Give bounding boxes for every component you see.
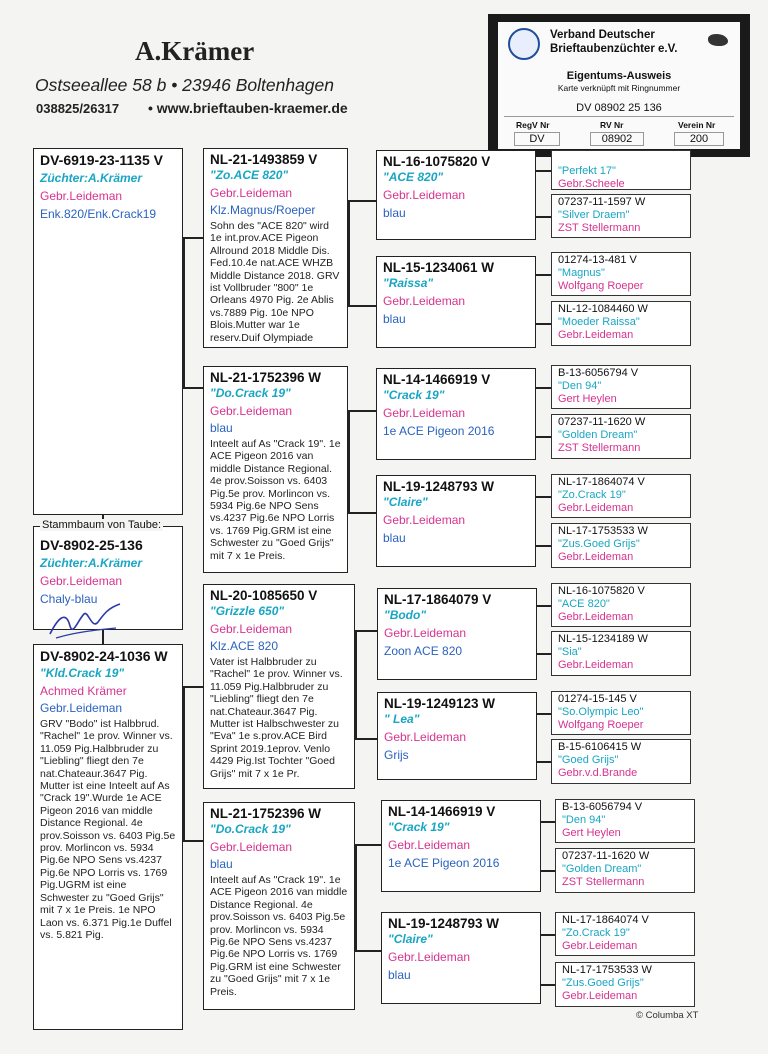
gen4-owner: ZST Stellermann [558, 442, 641, 454]
gen3-color: 1e ACE Pigeon 2016 [383, 424, 495, 438]
gen3-name: "Claire" [383, 495, 428, 509]
signature-icon [46, 600, 126, 642]
connector-g3-7b [541, 870, 555, 872]
connector-g2-3 [355, 630, 357, 738]
gen3-color: Zoon ACE 820 [384, 644, 463, 658]
breeder-phone: 038825/26317 [36, 101, 120, 116]
sire-breeder: Züchter:A.Krämer [40, 171, 143, 185]
pigeon-emblem-icon [708, 34, 728, 46]
gen2-ring: NL-21-1752396 W [210, 370, 322, 385]
connector-g3-7 [541, 821, 555, 823]
gen4-card-13[interactable] [555, 799, 695, 843]
gen2-ring: NL-20-1085650 V [210, 588, 318, 603]
gen4-card-4[interactable] [551, 301, 691, 346]
connector-dam-gen2b-h1 [183, 686, 203, 688]
gen3-owner: Gebr.Leideman [383, 294, 466, 308]
gen2-name: "Grizzle 650" [210, 604, 285, 618]
gen3-ring: NL-19-1248793 W [388, 916, 500, 931]
subject-ring: DV-8902-25-136 [40, 537, 143, 553]
gen3-ring: NL-15-1234061 W [383, 260, 495, 275]
gen4-name: "ACE 820" [558, 598, 610, 610]
software-credit: © Columba XT [636, 1010, 699, 1021]
connector-g3-3 [536, 387, 551, 389]
gen3-owner: Gebr.Leideman [388, 838, 471, 852]
gen3-name: "Claire" [388, 932, 433, 946]
gen4-name: "Den 94" [558, 380, 602, 392]
gen4-owner: Gebr.Leideman [558, 502, 634, 514]
gen2-name: "Zo.ACE 820" [210, 168, 289, 182]
gen4-card-6[interactable] [551, 414, 691, 459]
ownership-card [488, 14, 750, 157]
gen2-ring: NL-21-1493859 V [210, 152, 318, 167]
gen2-card-1[interactable] [203, 148, 348, 348]
ownership-card-inner [498, 22, 740, 149]
gen4-name: "Zo.Crack 19" [562, 927, 630, 939]
connector-g3-8 [541, 934, 555, 936]
sire-ring: DV-6919-23-1135 V [40, 152, 163, 168]
gen4-owner: Gebr.Scheele [558, 178, 625, 190]
gen4-owner: Wolfgang Roeper [558, 280, 644, 292]
connector-g3-4 [536, 496, 551, 498]
gen3-owner: Gebr.Leideman [388, 950, 471, 964]
gen3-owner: Gebr.Leideman [384, 626, 467, 640]
gen4-ring: NL-17-1864074 V [562, 914, 649, 926]
dam-ring: DV-8902-24-1036 W [40, 648, 168, 664]
dam-description: GRV "Bodo" ist Halbbrud. "Rachel" 1e prov. Winner vs. 11.059 Pig.Halbbruder zu "Liebling" fliegt den 7e nat.Chateaur.3647 Pig. Mutter ist eine Inteelt auf As "Crack 19".Wurde 1e ACE Pigeon 2016 van middle Distance Regional. 4e prov.Soisson vs. 6403 Pig.5e prov. Morlincon vs. 5934 Pig.6e NPO Sens vs.4237 Pig.6e NPO Lorris vs. 1769 Pig.UGRM ist eine Schwester zu "Goed Grijs" mit 7 x 1e Preis. 1e NPO Laon vs. 6.371 Pig.1e Duffel vs. 5.821 Pig. [40, 718, 176, 941]
connector-g3-2b [536, 323, 551, 325]
connector-g3-4b [536, 545, 551, 547]
gen2-card-2[interactable] [203, 366, 348, 573]
connector-g3-1 [536, 170, 551, 172]
gen3-card-6[interactable] [377, 692, 537, 780]
connector-g3-8b [541, 984, 555, 986]
gen3-owner: Gebr.Leideman [384, 730, 467, 744]
gen2-ring: NL-21-1752396 W [210, 806, 322, 821]
verein-value: 200 [674, 132, 724, 146]
gen4-owner: Gert Heylen [562, 827, 621, 839]
gen4-card-10[interactable] [551, 631, 691, 676]
gen3-ring: NL-16-1075820 V [383, 154, 491, 169]
gen4-name: "Silver Draem" [558, 209, 630, 221]
connector-g3-5 [537, 605, 551, 607]
rv-value: 08902 [590, 132, 644, 146]
gen4-name: "Zo.Crack 19" [558, 489, 626, 501]
gen4-ring: NL-12-1084460 W [558, 303, 648, 315]
gen2-owner: Gebr.Leideman [210, 840, 293, 854]
gen2-description: Vater ist Halbbruder zu "Rachel" 1e prov. Winner vs. 11.059 Pig.Halbbruder zu "Liebling" fliegt den 7e nat.Chateaur.3647 Pig. Mutter ist Halbschwester zu "Eva" 1e s.prov.ACE Bird Sprint 2019.1eprov. Venlo 4429 Pig.Ist Tochter "Goed Grijs" mit 7 x 1e Pr. [210, 656, 343, 780]
gen4-card-8[interactable] [551, 523, 691, 568]
ownership-divider [504, 116, 734, 117]
vdb-org-line1: Verband Deutscher [550, 29, 655, 41]
connector-g3-5b [537, 653, 551, 655]
gen4-owner: ZST Stellermann [558, 222, 641, 234]
sire-owner: Gebr.Leideman [40, 189, 123, 203]
connector-g2-2b [348, 512, 376, 514]
gen2-color: blau [210, 421, 233, 435]
gen4-name: "Zus.Goed Grijs" [562, 977, 644, 989]
pedigree-caption: Stammbaum von Taube: [42, 519, 162, 531]
breeder-name: A.Krämer [135, 36, 255, 66]
gen3-color: blau [383, 531, 406, 545]
gen2-card-3[interactable] [203, 584, 355, 789]
subject-owner: Gebr.Leideman [40, 574, 123, 588]
connector-g2-3b [355, 738, 377, 740]
gen2-owner: Gebr.Leideman [210, 186, 293, 200]
gen4-name: "Perfekt 17" [558, 165, 616, 177]
breeder-website: • www.brieftauben-kraemer.de [148, 100, 348, 116]
gen3-ring: NL-14-1466919 V [388, 804, 496, 819]
subject-color: Chaly-blau [40, 592, 98, 606]
gen4-name: "Sia" [558, 646, 582, 658]
vdb-org-line2: Brieftaubenzüchter e.V. [550, 43, 678, 55]
sire-card[interactable] [33, 148, 183, 515]
gen4-card-9[interactable] [551, 583, 691, 627]
gen3-name: "Bodo" [384, 608, 427, 622]
gen2-description: Sohn des "ACE 820" wird 1e int.prov.ACE Pigeon Allround 2018 Middle Dis. Fed.10.4e nat.ACE WHZB Middle Distance 2018. GRV ist Vollbruder "800" 1e Orleans 4970 Pig. 2e Ablis vs.7889 Pig. 10e NPO Blois.Mutter war 1e reserv.Duif Olympiade [210, 220, 340, 344]
gen4-card-12[interactable] [551, 739, 691, 784]
connector-g2-4 [355, 844, 357, 950]
gen4-card-1[interactable] [551, 150, 691, 190]
gen4-ring [558, 152, 684, 165]
gen4-owner: Gebr.v.d.Brande [558, 767, 638, 779]
gen3-name: " Lea" [384, 712, 420, 726]
gen4-ring: NL-16-1075820 V [558, 585, 645, 597]
gen2-color: Klz.ACE 820 [210, 639, 279, 653]
gen3-card-2[interactable] [376, 256, 536, 348]
regv-value: DV [514, 132, 560, 146]
gen3-ring: NL-19-1249123 W [384, 696, 496, 711]
gen4-ring: NL-15-1234189 W [558, 633, 648, 645]
gen4-owner: Gebr.Leideman [562, 940, 638, 952]
gen3-name: "Raissa" [383, 276, 434, 290]
gen4-name: "Magnus" [558, 267, 605, 279]
connector-g2-4a [355, 844, 381, 846]
gen4-owner: Gebr.Leideman [558, 551, 634, 563]
gen4-name: "Den 94" [562, 814, 606, 826]
connector-g3-1b [536, 216, 551, 218]
verein-label: Verein Nr [678, 120, 716, 130]
connector-sire-gen2a-h2 [183, 387, 203, 389]
gen4-ring: NL-17-1753533 W [562, 964, 652, 976]
gen4-card-7[interactable] [551, 474, 691, 518]
regv-label: RegV Nr [516, 120, 550, 130]
gen4-name: "So.Olympic Leo" [558, 706, 644, 718]
connector-g2-1 [348, 200, 350, 305]
gen4-name: "Zus.Goed Grijs" [558, 538, 640, 550]
gen2-description: Inteelt auf As "Crack 19". 1e ACE Pigeon 2016 van middle Distance Regional. 4e prov.Soisson vs. 6403 Pig.5e prov. Morlincon vs. 5934 Pig.6e NPO Sens vs.4237 Pig.6e NPO Lorris vs. 1769 Pig.GRM ist eine Schwester zu "Goed Grijs" mit 7 x 1e Preis. [210, 874, 348, 998]
gen4-owner: Gebr.Leideman [558, 659, 634, 671]
gen4-card-11[interactable] [551, 691, 691, 735]
gen3-owner: Gebr.Leideman [383, 406, 466, 420]
dam-owner-2: Gebr.Leideman [40, 701, 123, 715]
gen4-ring: 01274-15-145 V [558, 693, 637, 705]
gen4-card-2[interactable] [551, 194, 691, 238]
gen4-ring: B-13-6056794 V [558, 367, 639, 379]
gen4-ring: 01274-13-481 V [558, 254, 637, 266]
gen3-color: 1e ACE Pigeon 2016 [388, 856, 500, 870]
gen4-ring: 07237-11-1620 W [558, 416, 646, 428]
gen3-owner: Gebr.Leideman [383, 188, 466, 202]
vdb-logo-icon [508, 28, 540, 60]
gen3-card-3[interactable] [376, 368, 536, 460]
gen3-card-4[interactable] [376, 475, 536, 567]
gen3-name: "Crack 19" [388, 820, 450, 834]
gen4-owner: Gert Heylen [558, 393, 617, 405]
connector-g2-3a [355, 630, 377, 632]
gen4-owner: Wolfgang Roeper [558, 719, 644, 731]
gen4-owner: Gebr.Leideman [562, 990, 638, 1002]
gen4-card-5[interactable] [551, 365, 691, 409]
connector-g2-4b [355, 950, 381, 952]
gen3-card-5[interactable] [377, 588, 537, 680]
connector-dam-gen2b [183, 686, 185, 840]
connector-g3-6b [537, 761, 551, 763]
gen2-color: blau [210, 857, 233, 871]
subject-breeder: Züchter:A.Krämer [40, 556, 143, 570]
gen4-ring: 07237-11-1597 W [558, 196, 646, 208]
gen3-color: blau [383, 206, 406, 220]
connector-dam-gen2b-h2 [183, 840, 203, 842]
gen4-card-15[interactable] [555, 912, 695, 956]
gen3-card-7[interactable] [381, 800, 541, 892]
gen4-name: "Moeder Raissa" [558, 316, 640, 328]
connector-g3-2 [536, 274, 551, 276]
gen3-ring: NL-17-1864079 V [384, 592, 492, 607]
connector-g2-2a [348, 410, 376, 412]
gen4-owner: ZST Stellermann [562, 876, 645, 888]
ownership-ring: DV 08902 25 136 [576, 102, 662, 114]
gen2-description: Inteelt auf As "Crack 19". 1e ACE Pigeon 2016 van middle Distance Regional. 4e prov.Soisson vs. 6403 Pig.5e prov. Morlincon vs. 5934 Pig.6e NPO Sens vs.4237 Pig.6e NPO Lorris vs. 1769 Pig.GRM ist eine Schwester zu "Goed Grijs" mit 7 x 1e Preis. [210, 438, 341, 562]
connector-g3-6 [537, 713, 551, 715]
connector-g2-1a [348, 200, 376, 202]
breeder-address: Ostseeallee 58 b • 23946 Boltenhagen [35, 75, 334, 95]
gen2-owner: Gebr.Leideman [210, 404, 293, 418]
gen2-owner: Gebr.Leideman [210, 622, 293, 636]
gen4-name: "Goed Grijs" [558, 754, 619, 766]
ownership-subtitle: Karte verknüpft mit Ringnummer [557, 83, 681, 93]
gen4-card-3[interactable] [551, 252, 691, 296]
rv-label: RV Nr [600, 120, 624, 130]
gen3-ring: NL-14-1466919 V [383, 372, 491, 387]
gen4-owner: Gebr.Leideman [558, 329, 634, 341]
gen2-name: "Do.Crack 19" [210, 822, 291, 836]
gen4-ring: B-13-6056794 V [562, 801, 643, 813]
gen4-ring: NL-17-1753533 W [558, 525, 648, 537]
gen3-owner: Gebr.Leideman [383, 513, 466, 527]
gen4-ring: 07237-11-1620 W [562, 850, 650, 862]
gen4-card-14[interactable] [555, 848, 695, 893]
gen2-color: Klz.Magnus/Roeper [210, 203, 316, 217]
connector-g2-2 [348, 410, 350, 512]
gen3-card-1[interactable] [376, 150, 536, 240]
connector-sire-gen2a-h1 [183, 237, 203, 239]
gen3-name: "Crack 19" [383, 388, 445, 402]
connector-g3-3b [536, 436, 551, 438]
gen4-ring: NL-17-1864074 V [558, 476, 645, 488]
gen3-color: blau [383, 312, 406, 326]
connector-g2-1b [348, 305, 376, 307]
gen4-owner: Gebr.Leideman [558, 611, 634, 623]
gen3-ring: NL-19-1248793 W [383, 479, 495, 494]
connector-sire-gen2a [183, 237, 185, 387]
gen2-card-4[interactable] [203, 802, 355, 1010]
gen4-card-16[interactable] [555, 962, 695, 1007]
dam-owner-1: Achmed Krämer [40, 684, 127, 698]
gen3-color: blau [388, 968, 411, 982]
sire-color: Enk.820/Enk.Crack19 [40, 207, 157, 221]
gen4-ring: B-15-6106415 W [558, 741, 642, 753]
gen4-name: "Golden Dream" [562, 863, 642, 875]
gen3-name: "ACE 820" [383, 170, 444, 184]
gen3-card-8[interactable] [381, 912, 541, 1004]
gen4-name: "Golden Dream" [558, 429, 638, 441]
ownership-title: Eigentums-Ausweis [566, 70, 672, 82]
gen2-name: "Do.Crack 19" [210, 386, 291, 400]
gen3-color: Grijs [384, 748, 409, 762]
dam-card[interactable] [33, 644, 183, 1030]
dam-name: "Kld.Crack 19" [40, 666, 125, 680]
